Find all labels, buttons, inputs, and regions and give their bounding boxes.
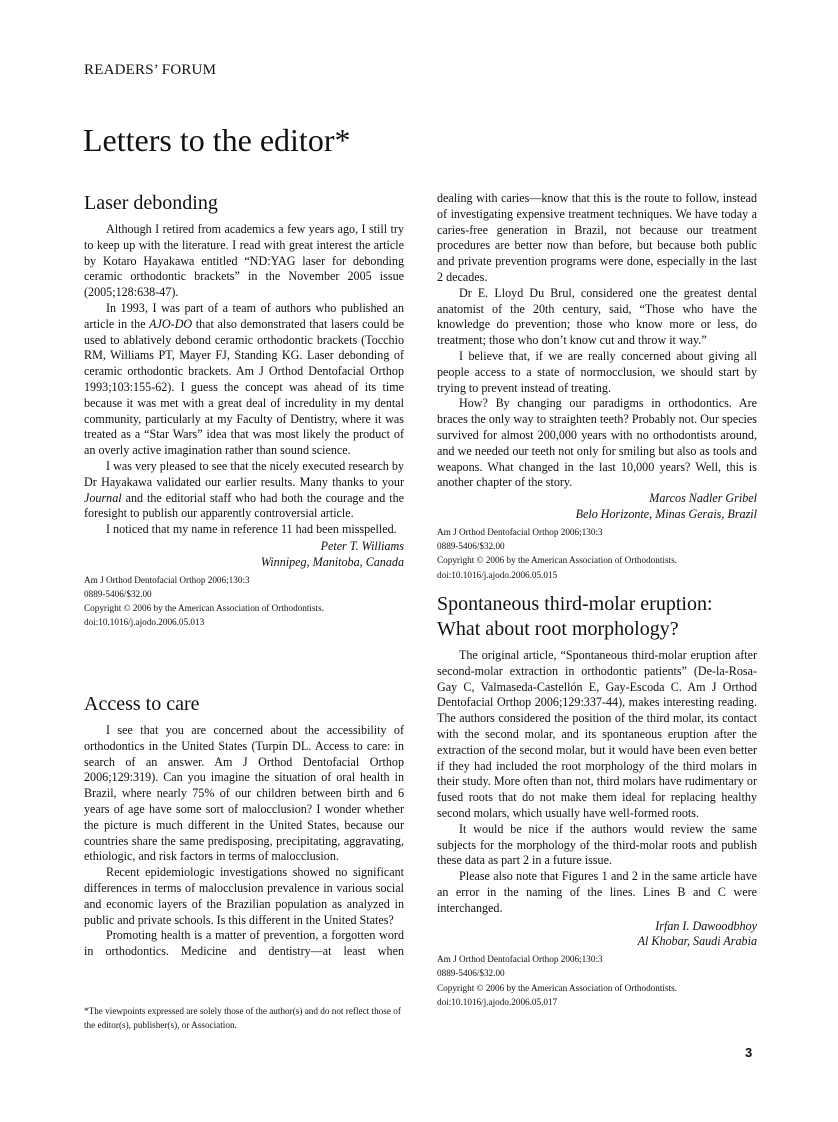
- author-name: Peter T. Williams: [320, 538, 404, 553]
- author-location: Al Khobar, Saudi Arabia: [637, 934, 757, 949]
- letter-laser-debonding: [84, 191, 404, 630]
- citation: Am J Orthod Dentofacial Orthop 2006;130:3 0889-5406/$32.00 Copyright © 2006 by the American Association of Orthodontists. doi:10.1016/j.ajodo.2006.05.015: [437, 526, 677, 580]
- paragraph: Dr E. Lloyd Du Brul, considered one the greatest dental anatomist of the 20th century, said, “Those who have the knowledge do prevention; those who know more or less, do treatment; those who don’t know cut and throw it way.”: [437, 285, 757, 348]
- letter-access-to-care: [84, 692, 404, 960]
- author-name: Marcos Nadler Gribel: [649, 491, 757, 506]
- citation: Am J Orthod Dentofacial Orthop 2006;130:3 0889-5406/$32.00 Copyright © 2006 by the American Association of Orthodontists. doi:10.1016/j.ajodo.2006.05.013: [84, 574, 324, 628]
- letter-heading: Spontaneous third-molar eruption: What about root morphology?: [437, 593, 713, 640]
- paragraph: I noticed that my name in reference 11 had been misspelled.: [106, 522, 397, 537]
- page-number: 3: [745, 1045, 753, 1060]
- running-head: READERS’ FORUM: [84, 62, 217, 78]
- letter-heading: Access to care: [84, 693, 200, 715]
- paragraph: dealing with caries—know that this is the route to follow, instead of investigating expensive treatment techniques. We have today a caries-free generation in Brazil, not because our treatment procedures are better now than before, but because both public and private prevention programs were done, especially in the last 2 decades.: [437, 191, 757, 284]
- author-location: Belo Horizonte, Minas Gerais, Brazil: [575, 506, 757, 521]
- author-name: Irfan I. Dawoodbhoy: [655, 918, 757, 933]
- letter-heading: Laser debonding: [84, 192, 218, 214]
- letter-access-to-care-continued: [437, 191, 757, 582]
- page-title: Letters to the editor*: [83, 122, 351, 158]
- paragraph: In 1993, I was part of a team of authors who published an article in the AJO-DO that also demonstrated that lasers could be used to ablatively debond ceramic orthodontic brackets (Tocchio RM, Williams PT, Mayer FJ, Standing KG. Laser debonding of ceramic orthodontic brackets. Am J Orthod Dentofacial Orthop 1993;103:155-62). I guess the concept was ahead of its time because it was met with a great deal of incredulity in my dental community, particularly at my Faculty of Dentistry, where it was treated as a “Star Wars” idea that was most likely the product of an overly active imagination rather than sound science.: [84, 300, 405, 458]
- paragraph: The original article, “Spontaneous third-molar eruption after second-molar extraction in orthodontic patients” (De-la-Rosa-Gay C, Valmaseda-Castellón E, Gay-Escoda C. Am J Orthod Dentofacial Orthop 2006;129:337-44), makes interesting reading. The authors considered the position of the third molar, its contact with the second molar, and its spontaneous eruption after the extraction of the second molar, but it would have been even better if they had included the root morphology of the third molars in their study. More often than not, third molars have rudimentary or fused roots that do not make them ideal for replacing healthy second molars, which usually have well-formed roots.: [437, 648, 757, 820]
- paragraph: I believe that, if we are really concerned about giving all people access to a state of normocclusion, we should start by trying to prevent instead of treating.: [437, 348, 757, 395]
- footnote: *The viewpoints expressed are solely those of the author(s) and do not reflect those of the editor(s), publisher(s), or Association.: [84, 1006, 401, 1030]
- author-location: Winnipeg, Manitoba, Canada: [260, 554, 404, 569]
- paragraph: It would be nice if the authors would review the same subjects for the morphology of the third-molar roots and publish these data as part 2 in a future issue.: [437, 821, 757, 868]
- paragraph: Please also note that Figures 1 and 2 in the same article have an error in the naming of the lines. Lines B and C were interchanged.: [437, 869, 757, 915]
- paragraph: Promoting health is a matter of prevention, a forgotten word in orthodontics. Medicine and dentistry—at least when: [84, 928, 404, 959]
- letter-third-molar-eruption: [437, 592, 757, 1009]
- paragraph: Recent epidemiologic investigations showed no significant differences in terms of malocclusion prevalence in various social and economic layers of the Brazilian population as analyzed in public and private schools. Is this different in the United States?: [84, 865, 404, 927]
- citation: Am J Orthod Dentofacial Orthop 2006;130:3 0889-5406/$32.00 Copyright © 2006 by the American Association of Orthodontists. doi:10.1016/j.ajodo.2006.05.017: [437, 954, 677, 1008]
- paragraph: Although I retired from academics a few years ago, I still try to keep up with the literature. I read with great interest the article by Kotaro Hayakawa entitled “ND:YAG laser for debonding ceramic orthodontic brackets” in the November 2005 issue (2005;128:638-47).: [84, 222, 404, 300]
- paragraph: I see that you are concerned about the accessibility of orthodontics in the United States (Turpin DL. Access to care: in search of an answer. Am J Orthod Dentofacial Orthop 2006;129:319). Can you imagine the situation of oral health in Brazil, where nearly 75% of our children between birth and 6 years of age have some sort of malocclusion? I wonder whether the picture is much different in the United States, because our countries share the same predisposing, precipitating, aggravating, ethiologic, and risk factors in terms of malocclusion.: [84, 723, 404, 864]
- paragraph: How? By changing our paradigms in orthodontics. Are braces the only way to straighten teeth? Probably not. Our species survived for almost 200,000 years with no orthodontists around, and we needed our teeth not only for smiling but also as tools and weapons. What changed in the last 10,000 years? Well, this is another chapter of the story.: [437, 396, 757, 490]
- paragraph: I was very pleased to see that the nicely executed research by Dr Hayakawa validated our earlier results. Many thanks to your Journal and the editorial staff who had both the courage and the foresight to publish our apparently controversial article.: [84, 458, 404, 521]
